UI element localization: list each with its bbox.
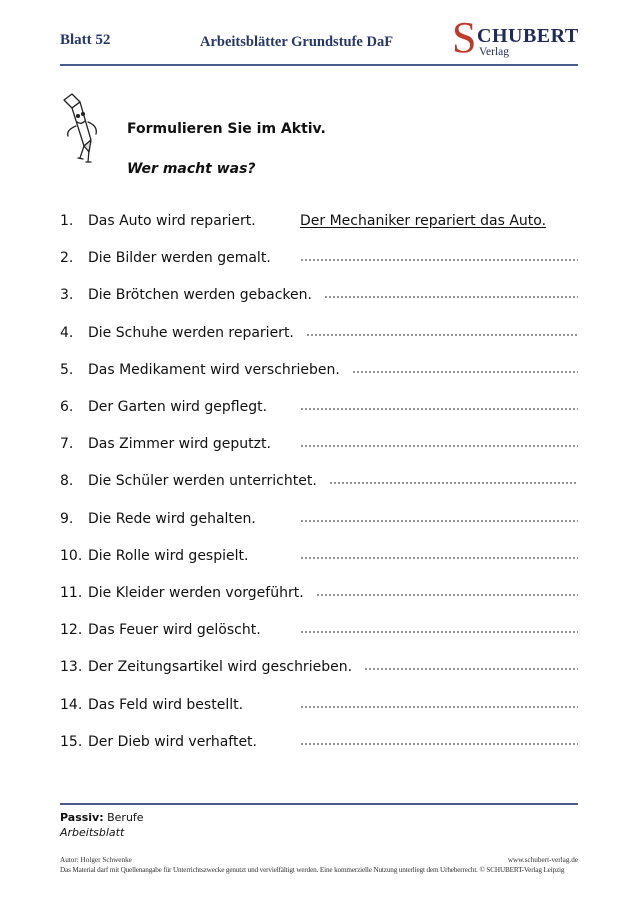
exercise-item bbox=[60, 511, 580, 533]
footer-topic-label: Passiv: bbox=[60, 811, 104, 824]
passive-sentence: Das Feld wird bestellt. bbox=[88, 696, 244, 713]
exercise-item bbox=[60, 399, 580, 421]
logo-name: CHUBERT bbox=[477, 25, 579, 47]
item-number: 11. bbox=[60, 585, 83, 601]
passive-sentence: Der Zeitungsartikel wird geschrieben. bbox=[88, 659, 353, 676]
sheet-number: Blatt 52 bbox=[60, 32, 111, 48]
exercise-item bbox=[60, 362, 580, 384]
item-number: 12. bbox=[60, 622, 83, 639]
answer-blank-line[interactable] bbox=[316, 591, 578, 599]
exercise-item bbox=[60, 325, 580, 347]
answer-blank-line[interactable] bbox=[300, 554, 578, 562]
exercise-item bbox=[60, 548, 580, 570]
instruction-heading: Formulieren Sie im Aktiv. bbox=[127, 121, 326, 137]
footer-topic-value: Berufe bbox=[103, 811, 144, 824]
exercise-item bbox=[60, 659, 580, 681]
passive-sentence: Der Garten wird gepflegt. bbox=[88, 399, 268, 415]
passive-sentence: Das Zimmer wird geputzt. bbox=[88, 436, 271, 453]
footer-author: Autor: Holger Schwenke bbox=[60, 856, 132, 864]
exercise-item bbox=[60, 250, 580, 272]
passive-sentence: Das Medikament wird verschrieben. bbox=[88, 361, 340, 378]
instruction-question: Wer macht was? bbox=[127, 161, 256, 177]
item-number: 1. bbox=[60, 213, 74, 229]
answer-blank-line[interactable] bbox=[300, 517, 578, 525]
exercise-item bbox=[60, 585, 580, 607]
logo-sub: Verlag bbox=[479, 46, 510, 58]
passive-sentence: Die Kleider werden vorgeführt. bbox=[88, 585, 304, 601]
exercise-item bbox=[60, 213, 580, 235]
passive-sentence: Das Auto wird repariert. bbox=[88, 213, 256, 229]
passive-sentence: Die Brötchen werden gebacken. bbox=[88, 287, 312, 304]
item-number: 6. bbox=[60, 399, 74, 415]
footer-website: www.schubert-verlag.de bbox=[507, 856, 578, 864]
passive-sentence: Die Rede wird gehalten. bbox=[88, 510, 256, 527]
answer-blank-line[interactable] bbox=[352, 368, 578, 376]
answer-blank-line[interactable] bbox=[329, 479, 578, 487]
item-number: 8. bbox=[60, 473, 74, 490]
exercise-item bbox=[60, 473, 580, 495]
footer-divider bbox=[60, 803, 578, 805]
exercise-item bbox=[60, 734, 580, 756]
exercise-item bbox=[60, 436, 580, 458]
passive-sentence: Die Schuhe werden repariert. bbox=[88, 324, 294, 341]
passive-sentence: Die Bilder werden gemalt. bbox=[88, 250, 271, 267]
passive-sentence: Die Schüler werden unterrichtet. bbox=[88, 473, 317, 490]
item-number: 13. bbox=[60, 659, 83, 676]
answer-example: Der Mechaniker repariert das Auto. bbox=[300, 213, 547, 229]
passive-sentence: Der Dieb wird verhaftet. bbox=[88, 733, 257, 750]
header-title: Arbeitsblätter Grundstufe DaF bbox=[200, 34, 394, 50]
passive-sentence: Das Feuer wird gelöscht. bbox=[88, 622, 261, 639]
footer-legal-notice: Das Material darf mit Quellenangabe für Unterrichtszwecke genutzt und vervielfältigt werden. Eine kommerzielle Nutzung unterliegt dem Urheberrecht. © SCHUBERT-Verlag Leipzig bbox=[60, 866, 565, 874]
answer-blank-line[interactable] bbox=[300, 740, 578, 748]
pencil-character-icon bbox=[58, 92, 102, 168]
item-number: 10. bbox=[60, 547, 83, 564]
footer-topic bbox=[60, 811, 144, 824]
item-number: 5. bbox=[60, 361, 74, 378]
answer-blank-line[interactable] bbox=[300, 405, 578, 413]
answer-blank-line[interactable] bbox=[300, 703, 578, 711]
answer-blank-line[interactable] bbox=[300, 628, 578, 636]
item-number: 15. bbox=[60, 733, 83, 750]
exercise-item bbox=[60, 622, 580, 644]
logo-initial: S bbox=[452, 13, 477, 62]
header-divider bbox=[60, 64, 578, 66]
item-number: 14. bbox=[60, 696, 83, 713]
answer-blank-line[interactable] bbox=[306, 331, 578, 339]
footer-subtitle: Arbeitsblatt bbox=[60, 826, 125, 839]
answer-blank-line[interactable] bbox=[324, 293, 578, 301]
answer-blank-line[interactable] bbox=[364, 665, 578, 673]
exercise-item bbox=[60, 287, 580, 309]
item-number: 2. bbox=[60, 250, 74, 267]
answer-blank-line[interactable] bbox=[300, 442, 578, 450]
publisher-logo bbox=[452, 13, 580, 66]
item-number: 9. bbox=[60, 510, 74, 527]
exercise-item bbox=[60, 697, 580, 719]
item-number: 7. bbox=[60, 436, 74, 453]
passive-sentence: Die Rolle wird gespielt. bbox=[88, 547, 249, 564]
answer-blank-line[interactable] bbox=[300, 256, 578, 264]
page-header bbox=[60, 13, 580, 62]
item-number: 3. bbox=[60, 287, 74, 304]
item-number: 4. bbox=[60, 324, 74, 341]
